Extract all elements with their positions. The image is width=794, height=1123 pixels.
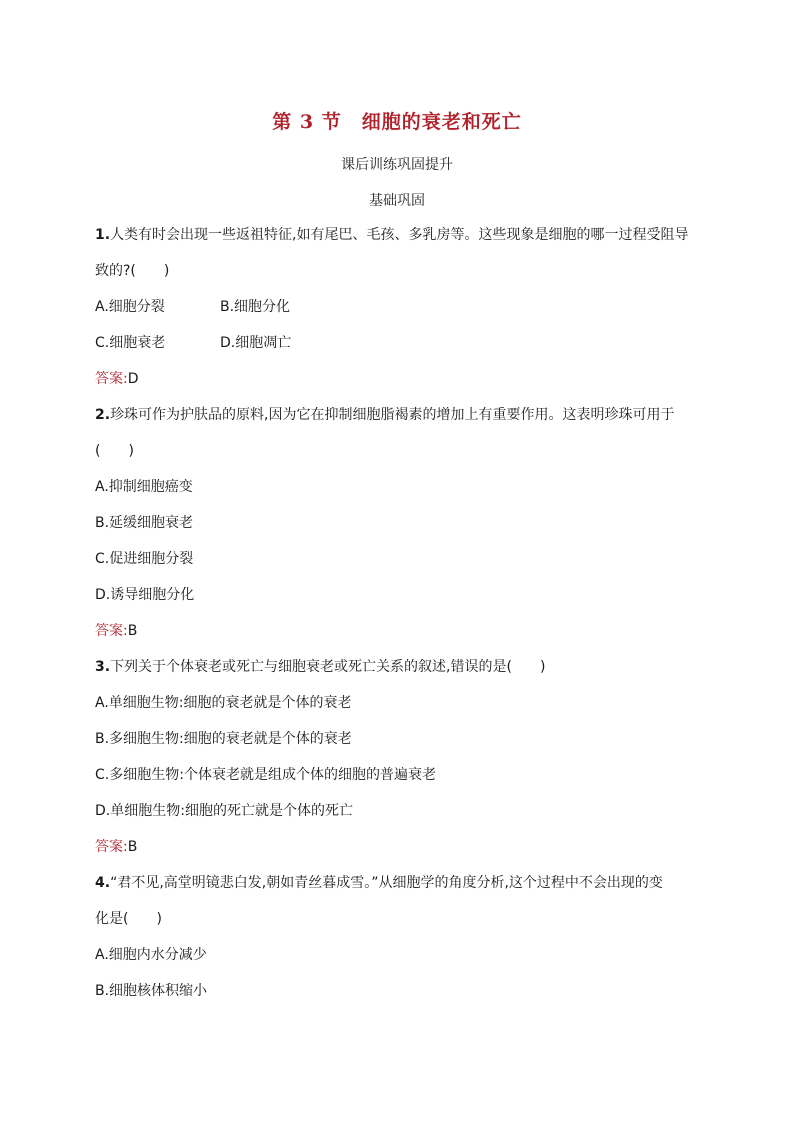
- question-1-line-2: 致的?( ): [95, 263, 170, 279]
- question-text: 珍珠可作为护肤品的原料,因为它在抑制细胞脂褐素的增加上有重要作用。这表明珍珠可用于: [110, 407, 675, 423]
- option-a: A.细胞内水分减少: [95, 947, 207, 963]
- question-text: 人类有时会出现一些返祖特征,如有尾巴、毛孩、多乳房等。这些现象是细胞的哪一过程受阻导: [110, 227, 689, 243]
- option-d: D.细胞凋亡: [220, 335, 292, 351]
- option-b: B.细胞分化: [220, 299, 291, 315]
- question-2-line-2: ( ): [95, 443, 134, 459]
- option-d: D.诱导细胞分化: [95, 587, 195, 603]
- question-text: “君不见,高堂明镜悲白发,朝如青丝暮成雪。”从细胞学的角度分析,这个过程中不会出现的变: [110, 875, 663, 891]
- subtitle: 课后训练巩固提升: [341, 157, 453, 173]
- question-text: 下列关于个体衰老或死亡与细胞衰老或死亡关系的叙述,错误的是( ): [110, 659, 546, 675]
- option-c: C.多细胞生物:个体衰老就是组成个体的细胞的普遍衰老: [95, 767, 436, 783]
- answer-label: 答案:: [95, 623, 128, 639]
- option-b: B.细胞核体积缩小: [95, 983, 208, 999]
- answer-value: B: [127, 839, 138, 855]
- question-4-line-2: 化是( ): [95, 911, 162, 927]
- question-1-options-row-2: [95, 333, 705, 353]
- answer-1: [95, 369, 705, 389]
- question-number: 1.: [95, 227, 111, 243]
- option-a: A.单细胞生物:细胞的衰老就是个体的衰老: [95, 695, 352, 711]
- option-c: C.促进细胞分裂: [95, 551, 194, 567]
- option-b: B.延缓细胞衰老: [95, 515, 194, 531]
- question-number: 2.: [95, 407, 111, 423]
- answer-value: D: [127, 371, 139, 387]
- question-4-line-1: [95, 873, 705, 893]
- page-title: 第 3 节 细胞的衰老和死亡: [272, 111, 522, 133]
- question-1-line-1: [95, 225, 705, 245]
- option-c: C.细胞衰老: [95, 335, 166, 351]
- answer-3: [95, 837, 705, 857]
- section-heading: 基础巩固: [369, 193, 425, 209]
- answer-label: 答案:: [95, 371, 128, 387]
- option-b: B.多细胞生物:细胞的衰老就是个体的衰老: [95, 731, 352, 747]
- option-d: D.单细胞生物:细胞的死亡就是个体的死亡: [95, 803, 353, 819]
- option-a: A.抑制细胞癌变: [95, 479, 193, 495]
- question-2-line-1: [95, 405, 705, 425]
- question-1-options-row-1: [95, 297, 705, 317]
- answer-2: [95, 621, 705, 641]
- question-number: 4.: [95, 875, 111, 891]
- question-number: 3.: [95, 659, 111, 675]
- answer-label: 答案:: [95, 839, 128, 855]
- answer-value: B: [127, 623, 138, 639]
- option-a: A.细胞分裂: [95, 299, 165, 315]
- question-3-line-1: [95, 657, 705, 677]
